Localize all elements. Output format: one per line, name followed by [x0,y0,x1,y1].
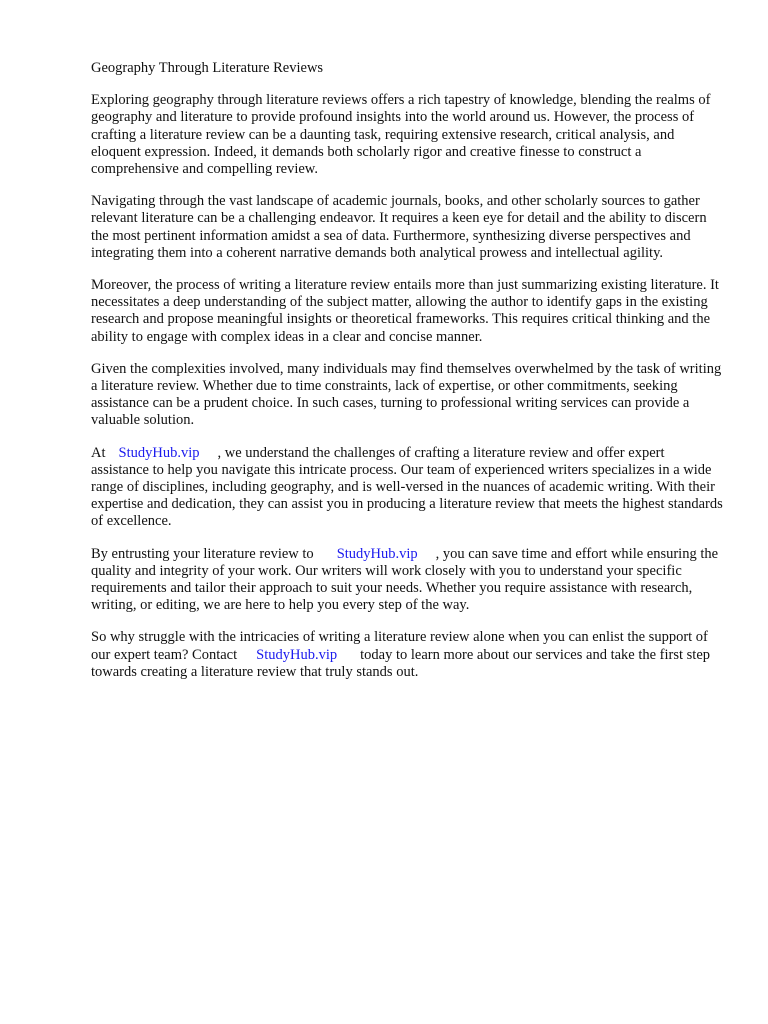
paragraph-1: Exploring geography through literature reviews offers a rich tapestry of knowledge, blending the realms of geography and literature to provide profound insights into the world around us. However, the process of crafting a literature review can be a daunting task, requiring extensive research, critical analysis, and eloquent expression. Indeed, it demands both scholarly rigor and creative finesse to construct a comprehensive and compelling review. [91,92,711,178]
studyhub-link-3[interactable]: StudyHub.vip [256,646,338,663]
paragraph-4: Given the complexities involved, many individuals may find themselves overwhelmed by the task of writing a literature review. Whether due to time constraints, lack of expertise, or other commitments, seeking assistance can be a prudent choice. In such cases, turning to professional writing services can provide a valuable solution. [91,360,722,429]
studyhub-link-1[interactable]: StudyHub.vip [118,444,200,461]
paragraph-5 [91,445,723,531]
paragraph-7-after: today to learn more about our services and take the first step towards creating a literature review that truly stands out. [91,646,711,680]
paragraph-5-before: At [91,444,106,461]
paragraph-7 [91,629,723,681]
paragraph-7-before: So why struggle with the intricacies of writing a literature review alone when you can enlist the support of our expert team? Contact [91,629,708,663]
paragraph-3: Moreover, the process of writing a literature review entails more than just summarizing existing literature. It necessitates a deep understanding of the subject matter, allowing the author to identify gaps in the existing research and propose meaningful insights or theoretical frameworks. This requires critical thinking and the ability to engage with complex ideas in a clear and concise manner. [91,277,719,345]
paragraph-6 [91,546,723,615]
document-title: Geography Through Literature Reviews [91,60,324,76]
paragraph-6-after: , you can save time and effort while ensuring the quality and integrity of your work. Our writers will work closely with you to understand your specific requirements and tailor their approach to suit your needs. Whether you require assistance with research, writing, or editing, we are here to help you every step of the way. [91,545,719,614]
paragraph-2: Navigating through the vast landscape of academic journals, books, and other scholarly sources to gather relevant literature can be a challenging endeavor. It requires a keen eye for detail and the ability to discern the most pertinent information amidst a sea of data. Furthermore, synthesizing diverse perspectives and integrating them into a coherent narrative demands both analytical prowess and intellectual agility. [91,193,707,261]
paragraph-5-after: , we understand the challenges of crafting a literature review and offer expert assistance to help you navigate this intricate process. Our team of experienced writers specializes in a wide range of disciplines, including geography, and is well-versed in the nuances of academic writing. With their expertise and dedication, they can assist you in producing a literature review that meets the highest standards of excellence. [91,444,723,530]
studyhub-link-2[interactable]: StudyHub.vip [336,545,418,562]
paragraph-6-before: By entrusting your literature review to [91,545,314,562]
document-page [91,60,723,696]
